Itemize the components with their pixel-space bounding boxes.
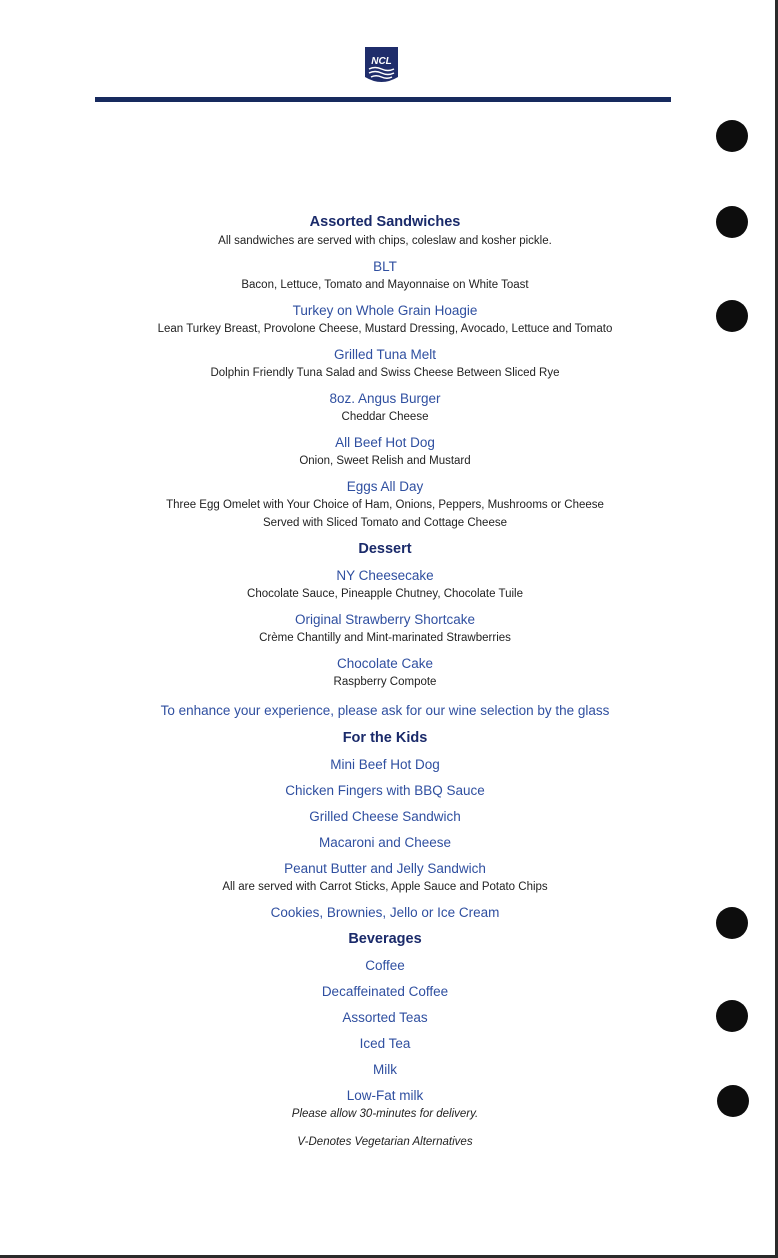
kids-note: All are served with Carrot Sticks, Apple Sauce and Potato Chips	[222, 881, 548, 893]
section-title-dessert: Dessert	[358, 541, 412, 557]
menu-item-desc: Three Egg Omelet with Your Choice of Ham, Onions, Peppers, Mushrooms or Cheese	[166, 499, 604, 511]
menu-item-name: BLT	[373, 259, 397, 274]
menu-item-name: Original Strawberry Shortcake	[294, 612, 476, 627]
menu-item-name: Grilled Tuna Melt	[333, 347, 437, 362]
ncl-logo	[365, 47, 398, 87]
header-rule	[95, 97, 671, 102]
menu-item-name: Eggs All Day	[346, 479, 424, 494]
menu-content	[80, 212, 690, 1151]
beverage-item: Coffee	[365, 958, 405, 973]
kids-item: Macaroni and Cheese	[318, 835, 452, 850]
menu-item-name: All Beef Hot Dog	[335, 435, 435, 450]
beverage-item: Milk	[373, 1062, 397, 1077]
menu-item-desc: Lean Turkey Breast, Provolone Cheese, Mustard Dressing, Avocado, Lettuce and Tomato	[157, 323, 613, 335]
menu-item-name: Turkey on Whole Grain Hoagie	[292, 303, 478, 318]
vegetarian-note: V-Denotes Vegetarian Alternatives	[297, 1136, 473, 1148]
punch-hole	[716, 206, 748, 238]
menu-item-desc: Cheddar Cheese	[341, 411, 429, 423]
menu-item-desc: Onion, Sweet Relish and Mustard	[299, 455, 471, 467]
kids-item: Peanut Butter and Jelly Sandwich	[284, 861, 486, 876]
punch-hole	[716, 1000, 748, 1032]
kids-item: Mini Beef Hot Dog	[330, 757, 440, 772]
menu-item-name: Chocolate Cake	[336, 656, 434, 671]
menu-item-desc-2: Served with Sliced Tomato and Cottage Cheese	[263, 517, 507, 529]
wine-note: To enhance your experience, please ask for our wine selection by the glass	[160, 703, 610, 718]
section-title-sandwiches: Assorted Sandwiches	[309, 214, 461, 230]
sandwiches-note: All sandwiches are served with chips, coleslaw and kosher pickle.	[218, 235, 552, 247]
punch-hole	[716, 300, 748, 332]
punch-hole	[716, 907, 748, 939]
menu-item-desc: Bacon, Lettuce, Tomato and Mayonnaise on White Toast	[241, 279, 529, 291]
punch-hole	[717, 1085, 749, 1117]
kids-item: Chicken Fingers with BBQ Sauce	[285, 783, 485, 798]
menu-item-desc: Raspberry Compote	[333, 676, 437, 688]
kids-dessert: Cookies, Brownies, Jello or Ice Cream	[270, 905, 500, 920]
menu-item-name: NY Cheesecake	[336, 568, 434, 583]
logo-text: NCL	[371, 56, 392, 67]
kids-item: Grilled Cheese Sandwich	[309, 809, 461, 824]
menu-item-desc: Chocolate Sauce, Pineapple Chutney, Chocolate Tuile	[247, 588, 523, 600]
section-title-kids: For the Kids	[342, 730, 428, 746]
delivery-note: Please allow 30-minutes for delivery.	[291, 1108, 479, 1120]
section-title-beverages: Beverages	[348, 931, 422, 947]
beverage-item: Low-Fat milk	[346, 1088, 424, 1103]
beverage-item: Iced Tea	[359, 1036, 411, 1051]
menu-item-name: 8oz. Angus Burger	[329, 391, 441, 406]
menu-item-desc: Dolphin Friendly Tuna Salad and Swiss Cheese Between Sliced Rye	[210, 367, 560, 379]
beverage-item: Decaffeinated Coffee	[321, 984, 449, 999]
punch-hole	[716, 120, 748, 152]
menu-item-desc: Crème Chantilly and Mint-marinated Strawberries	[259, 632, 511, 644]
beverage-item: Assorted Teas	[342, 1010, 428, 1025]
